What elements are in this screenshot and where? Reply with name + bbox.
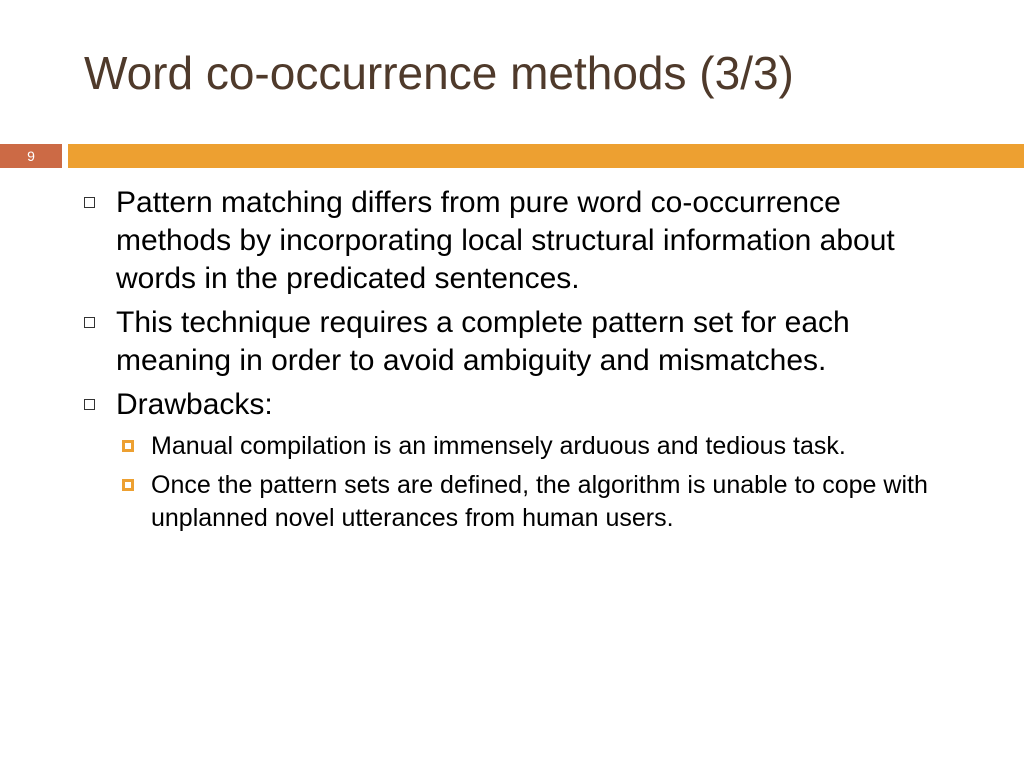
bullet-item bbox=[84, 304, 954, 380]
filled-square-bullet-icon bbox=[122, 440, 134, 452]
filled-square-bullet-icon bbox=[122, 479, 134, 491]
slide-content bbox=[84, 184, 954, 541]
slide-title: Word co-occurrence methods (3/3) bbox=[84, 47, 794, 99]
sub-bullet-text: Once the pattern sets are defined, the algorithm is unable to cope with unplanned novel utterances from human users. bbox=[151, 471, 928, 532]
accent-bar bbox=[68, 144, 1024, 168]
sub-bullet-item bbox=[84, 430, 954, 463]
sub-bullet-item bbox=[84, 469, 954, 535]
sub-bullet-list bbox=[84, 430, 954, 535]
hollow-square-bullet-icon bbox=[84, 317, 95, 328]
bullet-text: Drawbacks: bbox=[116, 388, 273, 421]
bullet-text: Pattern matching differs from pure word co-occurrence methods by incorporating local structural information about words in the predicated sentences. bbox=[116, 186, 895, 295]
sub-bullet-text: Manual compilation is an immensely arduous and tedious task. bbox=[151, 432, 846, 460]
bullet-item bbox=[84, 184, 954, 298]
bullet-text: This technique requires a complete pattern set for each meaning in order to avoid ambiguity and mismatches. bbox=[116, 306, 850, 377]
hollow-square-bullet-icon bbox=[84, 197, 95, 208]
slide-number: 9 bbox=[27, 148, 35, 164]
hollow-square-bullet-icon bbox=[84, 399, 95, 410]
bullet-item bbox=[84, 386, 954, 424]
